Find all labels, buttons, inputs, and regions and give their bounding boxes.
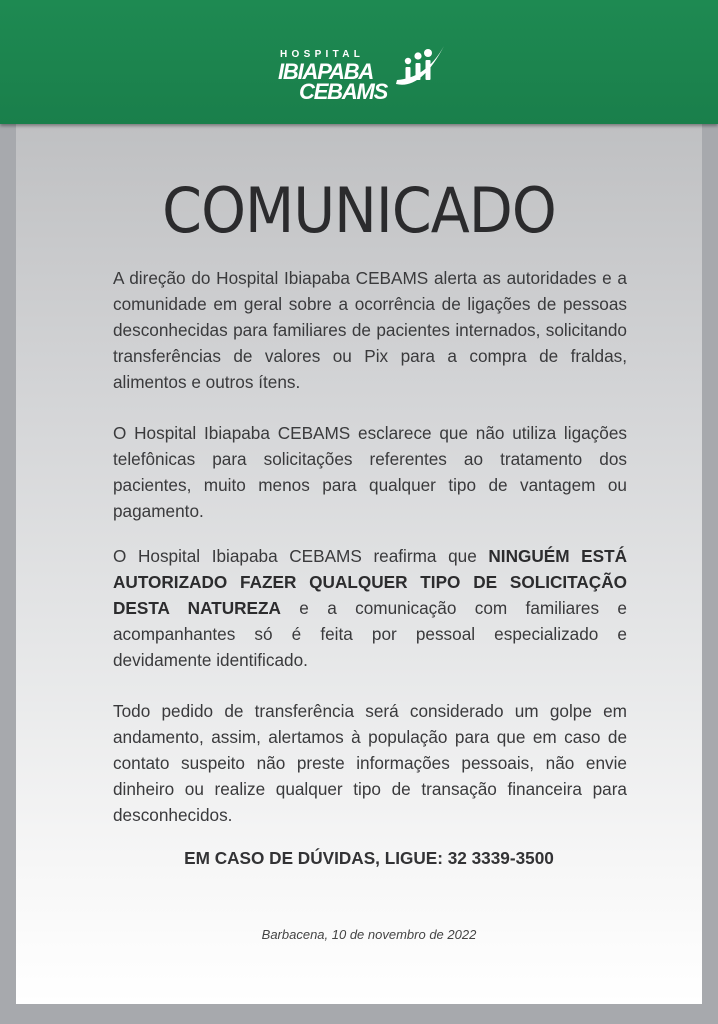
people-icon [396,46,444,85]
dateline: Barbacena, 10 de novembro de 2022 [261,927,477,942]
header-banner [0,0,718,124]
hospital-logo-graphic [276,40,456,110]
paragraph-reaffirmation [113,543,627,673]
notice-title: COMUNICADO [162,174,556,247]
hospital-logo [276,40,456,110]
contact-phone-line: EM CASO DE DÚVIDAS, LIGUE: 32 3339-3500 [184,848,554,868]
logo-text-ibiapaba: IBIAPABA [278,59,374,84]
logo-text-hospital: HOSPITAL [280,49,365,60]
logo-text-cebams: CEBAMS [299,79,388,104]
paragraph-fraud-alert: Todo pedido de transferência será considerado um golpe em andamento, assim, alertamos à população para que em caso de contato suspeito não preste informações pessoais, não envie dinheiro ou realize qualquer tipo de transação financeira para desconhecidos. [113,701,627,825]
paragraph-clarification: O Hospital Ibiapaba CEBAMS esclarece que não utiliza ligações telefônicas para solicitações referentes ao tratamento dos pacientes, muito menos para qualquer tipo de vantagem ou pagamento. [113,423,627,521]
paragraph-reaffirmation-end: e a comunicação com familiares e acompanhantes só é feita por pessoal especializado e devidamente identificado. [113,598,627,670]
paragraph-reaffirmation-emphasis: NINGUÉM ESTÁ AUTORIZADO FAZER QUALQUER TIPO DE SOLICITAÇÃO DESTA NATUREZA [113,546,628,618]
paragraph-warning: A direção do Hospital Ibiapaba CEBAMS alerta as autoridades e a comunidade em geral sobre a ocorrência de ligações de pessoas desconhecidas para familiares de pacientes internados, solicitando transferências de valores ou Pix para a compra de fraldas, alimentos e outros ítens. [113,268,627,392]
paragraph-reaffirmation-start: O Hospital Ibiapaba CEBAMS reafirma que [113,546,489,566]
